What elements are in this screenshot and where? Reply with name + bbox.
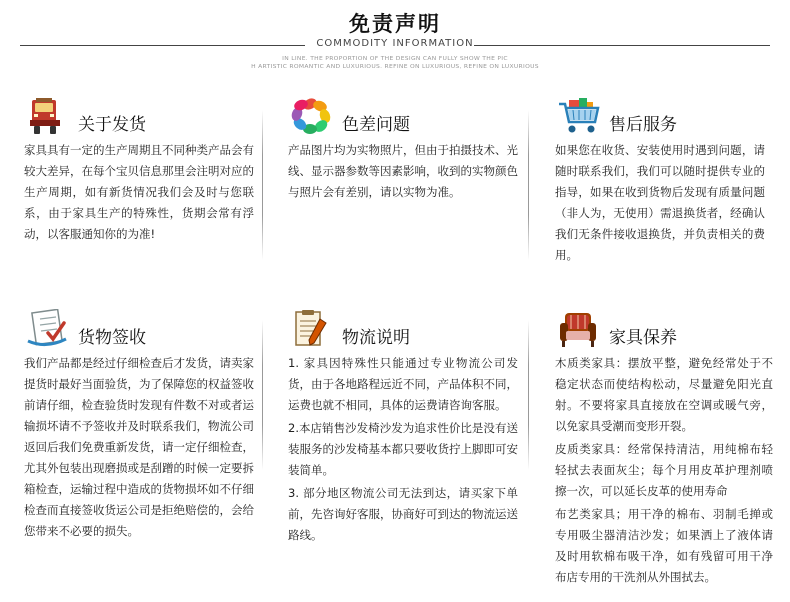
- header: [0, 0, 790, 80]
- divider: [262, 110, 263, 260]
- document-pen-icon: [290, 309, 334, 349]
- section-text: 我们产品都是经过仔细检查后才发货，请卖家提货时最好当面验货，为了保障您的权益签收前请仔细，检查验货时发现有件数不对或者运输损坏请不予签收并及时联系我们，物流公司返回后我们免费重新发货，请一定仔细检查，尤其外包装出现磨损或是刮蹭的时候一定要拆箱检查，运输过程中造成的货物损坏如不仔细检查而直接签收货运公司是拒绝赔偿的，会给您带来不必要的损失。: [24, 356, 254, 538]
- subtitle: COMMODITY INFORMATION: [316, 38, 474, 49]
- checklist-icon: [26, 309, 70, 349]
- divider: [528, 110, 529, 260]
- section-after-sales: [555, 92, 765, 266]
- section-title: 物流说明: [342, 328, 410, 348]
- section-paragraph: 1. 家具因特殊性只能通过专业物流公司发货，由于各地路程远近不同，产品体积不同，运费也就不相同，具体的运费请咨询客服。: [288, 356, 518, 412]
- section-title: 色差问题: [342, 115, 410, 135]
- tagline-1: IN LINE. THE PROPORTION OF THE DESIGN CAN FULLY SHOW THE PIC: [282, 55, 508, 62]
- section-paragraph: 布艺类家具；用干净的棉布、羽制毛掸或专用吸尘器清洁沙发；如果洒上了液体请及时用软棉布吸干净，如有残留可用干净布店专用的干洗剂从外围拭去。: [555, 507, 773, 584]
- subtitle-rule: [20, 38, 770, 52]
- section-text: 家具具有一定的生产周期且不同种类产品会有较大差异，在每个宝贝信息那里会注明对应的生产周期，如有新货情况我们会及时与您联系，由于家具生产的特殊性，货期会常有浮动，以客服通知你的为准!: [24, 143, 254, 241]
- section-paragraph: 2.本店销售沙发椅沙发为追求性价比是没有送装服务的沙发椅基本都只要收货拧上脚即可安装简单。: [288, 421, 518, 477]
- section-care: [555, 305, 773, 588]
- page-title: 免责声明: [349, 12, 441, 36]
- section-paragraph: 木质类家具：摆放平整，避免经常处于不稳定状态而使结构松动，尽量避免阳光直射。不要将家具直接放在空调或暖气旁，以免家具受潮而变形开裂。: [555, 356, 773, 433]
- section-logistics: [288, 305, 518, 546]
- delivery-truck-icon: [26, 96, 70, 136]
- section-color: [288, 92, 518, 203]
- rule-right: [474, 45, 770, 46]
- section-title: 家具保养: [609, 328, 677, 348]
- section-shipping: [24, 92, 254, 245]
- armchair-icon: [557, 309, 601, 349]
- section-receipt: [24, 305, 254, 542]
- divider: [262, 320, 263, 470]
- color-palette-icon: [290, 96, 334, 136]
- section-title: 关于发货: [78, 115, 146, 135]
- divider: [528, 320, 529, 470]
- section-title: 货物签收: [78, 328, 146, 348]
- section-text: 如果您在收货、安装使用时遇到问题，请随时联系我们，我们可以随时提供专业的指导，如果在收到货物后发现有质量问题（非人为，无使用）需退换货者，经确认我们无条件接收退换货，并负责相关的费用。: [555, 143, 765, 262]
- section-paragraph: 3. 部分地区物流公司无法到达，请买家下单前，先咨询好客服，协商好可到达的物流运送路线。: [288, 486, 518, 542]
- tagline-2: H ARTISTIC ROMANTIC AND LUXURIOUS. REFINE ON LUXURIOUS, REFINE ON LUXURIOUS: [251, 63, 539, 70]
- section-paragraph: 皮质类家具：经常保持清洁，用纯棉布轻轻拭去表面灰尘；每个月用皮革护理剂喷擦一次，可以延长皮革的使用寿命: [555, 442, 773, 498]
- section-text: 产品图片均为实物照片，但由于拍摄技术、光线、显示器参数等因素影响，收到的实物颜色与照片会有差别，请以实物为准。: [288, 143, 518, 199]
- shopping-cart-icon: [557, 96, 601, 136]
- section-title: 售后服务: [609, 115, 677, 135]
